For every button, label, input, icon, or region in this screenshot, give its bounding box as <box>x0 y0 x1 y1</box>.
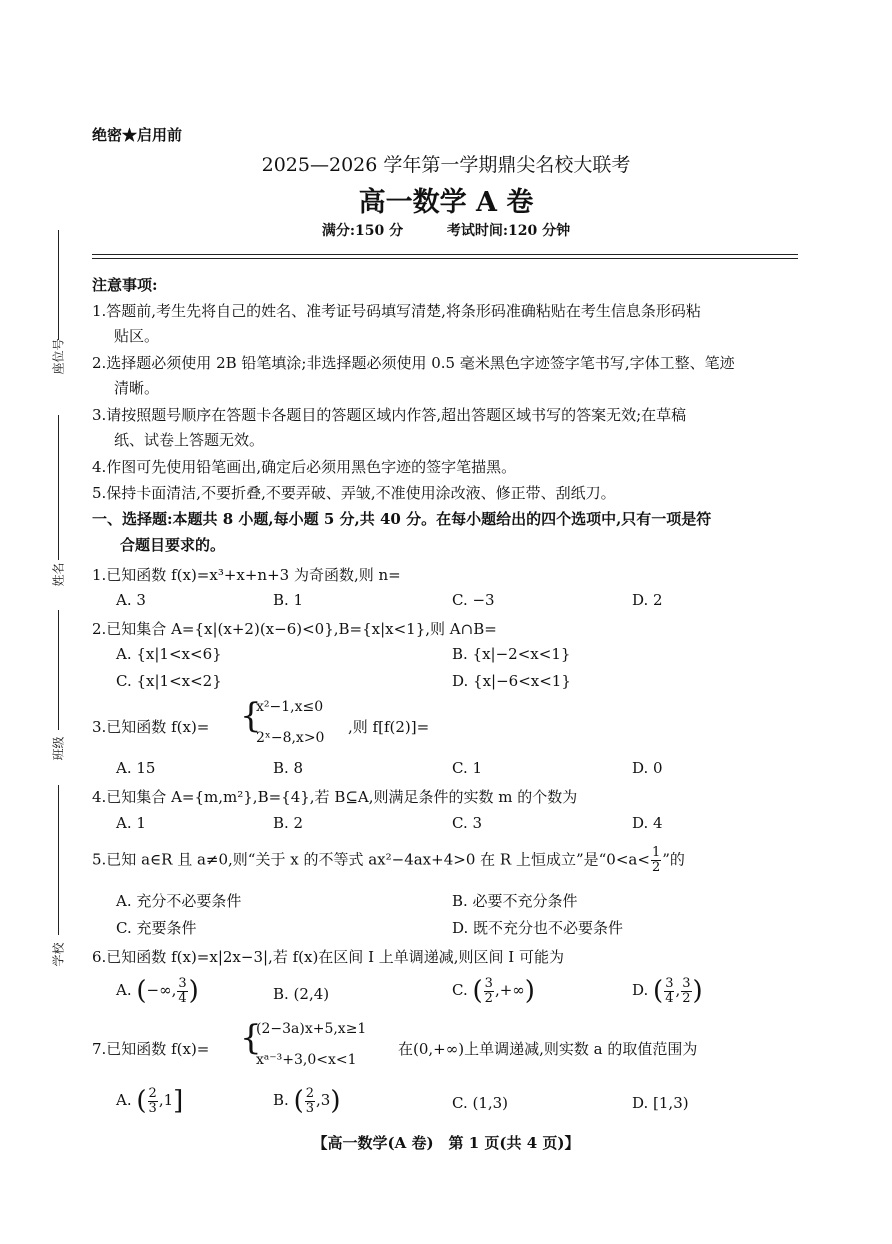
q5-stem-pre: 5.已知 a∈R 且 a≠0,则“关于 x 的不等式 ax²−4ax+4>0 在 R 上恒成立”是“0<a< <box>92 850 650 869</box>
q6-option-a: A. (−∞, $\frac{3}{4}$ ) <box>116 975 199 1006</box>
q2-option-a: A. {x|1<x<6} <box>116 645 222 663</box>
q7-option-d: D. [1,3) <box>632 1094 689 1112</box>
school-label: 学校 <box>51 942 66 967</box>
q3-option-d: D. 0 <box>632 759 663 777</box>
question-3-stem-post: ,则 f[f(2)]= <box>348 718 430 736</box>
full-score: 满分:150 分 <box>321 223 404 239</box>
section-heading-cont: 合题目要求的。 <box>120 536 226 554</box>
question-1-stem: 1.已知函数 f(x)=x³+x+n+3 为奇函数,则 n= <box>92 566 401 584</box>
q6-option-c: C. ( $\frac{3}{2}$ ,+∞) <box>452 975 535 1006</box>
q7-piecewise-brace: { <box>240 1018 262 1058</box>
q7-case-2: xᵃ⁻³+3,0<x<1 <box>256 1052 357 1068</box>
q5-option-a: A. 充分不必要条件 <box>116 892 242 910</box>
exam-name: 2025—2026 学年第一学期鼎尖名校大联考 <box>261 154 631 176</box>
q3-option-a: A. 15 <box>116 759 156 777</box>
q1-option-b: B. 1 <box>273 591 304 609</box>
header-rule-bottom <box>92 258 798 259</box>
binding-line <box>58 415 59 560</box>
q5-denominator: 2 <box>651 860 661 875</box>
binding-line <box>58 785 59 935</box>
q2-option-d: D. {x|−6<x<1} <box>452 672 571 690</box>
q2-option-c: C. {x|1<x<2} <box>116 672 222 690</box>
q4-option-a: A. 1 <box>116 814 146 832</box>
q3-case-1: x²−1,x≤0 <box>256 699 324 715</box>
q4-option-d: D. 4 <box>632 814 663 832</box>
notice-item: 4.作图可先使用铅笔画出,确定后必须用黑色字迹的签字笔描黑。 <box>92 458 517 476</box>
q6-option-b: B. (2,4) <box>273 985 330 1003</box>
question-7-stem-post: 在(0,+∞)上单调递减,则实数 a 的取值范围为 <box>398 1040 698 1058</box>
q7-case-1: (2−3a)x+5,x≥1 <box>256 1021 367 1037</box>
q2-option-b: B. {x|−2<x<1} <box>452 645 571 663</box>
seat-label: 座位号 <box>51 338 66 375</box>
notice-title: 注意事项: <box>92 276 158 294</box>
notice-item: 纸、试卷上答题无效。 <box>114 431 265 449</box>
q1-option-a: A. 3 <box>116 591 146 609</box>
q5-stem-post: ”的 <box>662 850 685 869</box>
page-footer: 【高一数学(A 卷) 第 1 页(共 4 页)】 <box>312 1134 580 1152</box>
q6-option-d: D. ( $\frac{3}{4}$ , $\frac{3}{2}$ ) <box>632 975 703 1006</box>
exam-time: 考试时间:120 分钟 <box>446 223 571 239</box>
q5-fraction <box>651 846 661 875</box>
question-6-stem: 6.已知函数 f(x)=x|2x−3|,若 f(x)在区间 I 上单调递减,则区间 I 可能为 <box>92 948 564 966</box>
q3-case-2: 2ˣ−8,x>0 <box>256 730 325 746</box>
section-heading: 一、选择题:本题共 8 小题,每小题 5 分,共 40 分。在每小题给出的四个选项中,只有一项是符 <box>92 510 712 528</box>
question-2-stem: 2.已知集合 A={x|(x+2)(x−6)<0},B={x|x<1},则 A∩B= <box>92 620 497 638</box>
secret-mark: 绝密★启用前 <box>92 126 183 144</box>
q3-option-c: C. 1 <box>452 759 483 777</box>
q7-option-a: A. ( $\frac{2}{3}$ ,1] <box>116 1085 184 1116</box>
notice-item: 3.请按照题号顺序在答题卡各题目的答题区域内作答,超出答题区域书写的答案无效;在草稿 <box>92 406 687 424</box>
header-rule-top <box>92 254 798 255</box>
q5-option-c: C. 充要条件 <box>116 919 197 937</box>
page-title: 高一数学 A 卷 <box>358 187 534 218</box>
q5-option-b: B. 必要不充分条件 <box>452 892 578 910</box>
q1-option-d: D. 2 <box>632 591 663 609</box>
q4-option-c: C. 3 <box>452 814 483 832</box>
q1-option-c: C. −3 <box>452 591 495 609</box>
exam-info <box>0 220 892 240</box>
q3-option-b: B. 8 <box>273 759 304 777</box>
question-7-stem-pre: 7.已知函数 f(x)= <box>92 1040 210 1058</box>
name-label: 姓名 <box>51 562 66 587</box>
notice-item: 清晰。 <box>114 379 160 397</box>
q5-numerator: 1 <box>651 845 661 860</box>
notice-item: 2.选择题必须使用 2B 铅笔填涂;非选择题必须使用 0.5 毫米黑色字迹签字笔书写,字体工整、笔迹 <box>92 354 735 372</box>
class-label: 班级 <box>51 736 66 761</box>
q3-piecewise-brace: { <box>240 696 262 736</box>
binding-line <box>58 230 59 340</box>
notice-item: 5.保持卡面清洁,不要折叠,不要弄破、弄皱,不准使用涂改液、修正带、刮纸刀。 <box>92 484 616 502</box>
question-5-stem <box>92 846 685 875</box>
binding-line <box>58 610 59 730</box>
question-3-stem-pre: 3.已知函数 f(x)= <box>92 718 210 736</box>
q7-option-b: B. ( $\frac{2}{3}$ ,3) <box>273 1085 341 1116</box>
q4-option-b: B. 2 <box>273 814 304 832</box>
q7-option-c: C. (1,3) <box>452 1094 509 1112</box>
question-4-stem: 4.已知集合 A={m,m²},B={4},若 B⊆A,则满足条件的实数 m 的个数为 <box>92 788 578 806</box>
notice-item: 1.答题前,考生先将自己的姓名、准考证号码填写清楚,将条形码准确粘贴在考生信息条形码粘 <box>92 302 701 320</box>
q5-option-d: D. 既不充分也不必要条件 <box>452 919 624 937</box>
notice-item: 贴区。 <box>114 327 160 345</box>
